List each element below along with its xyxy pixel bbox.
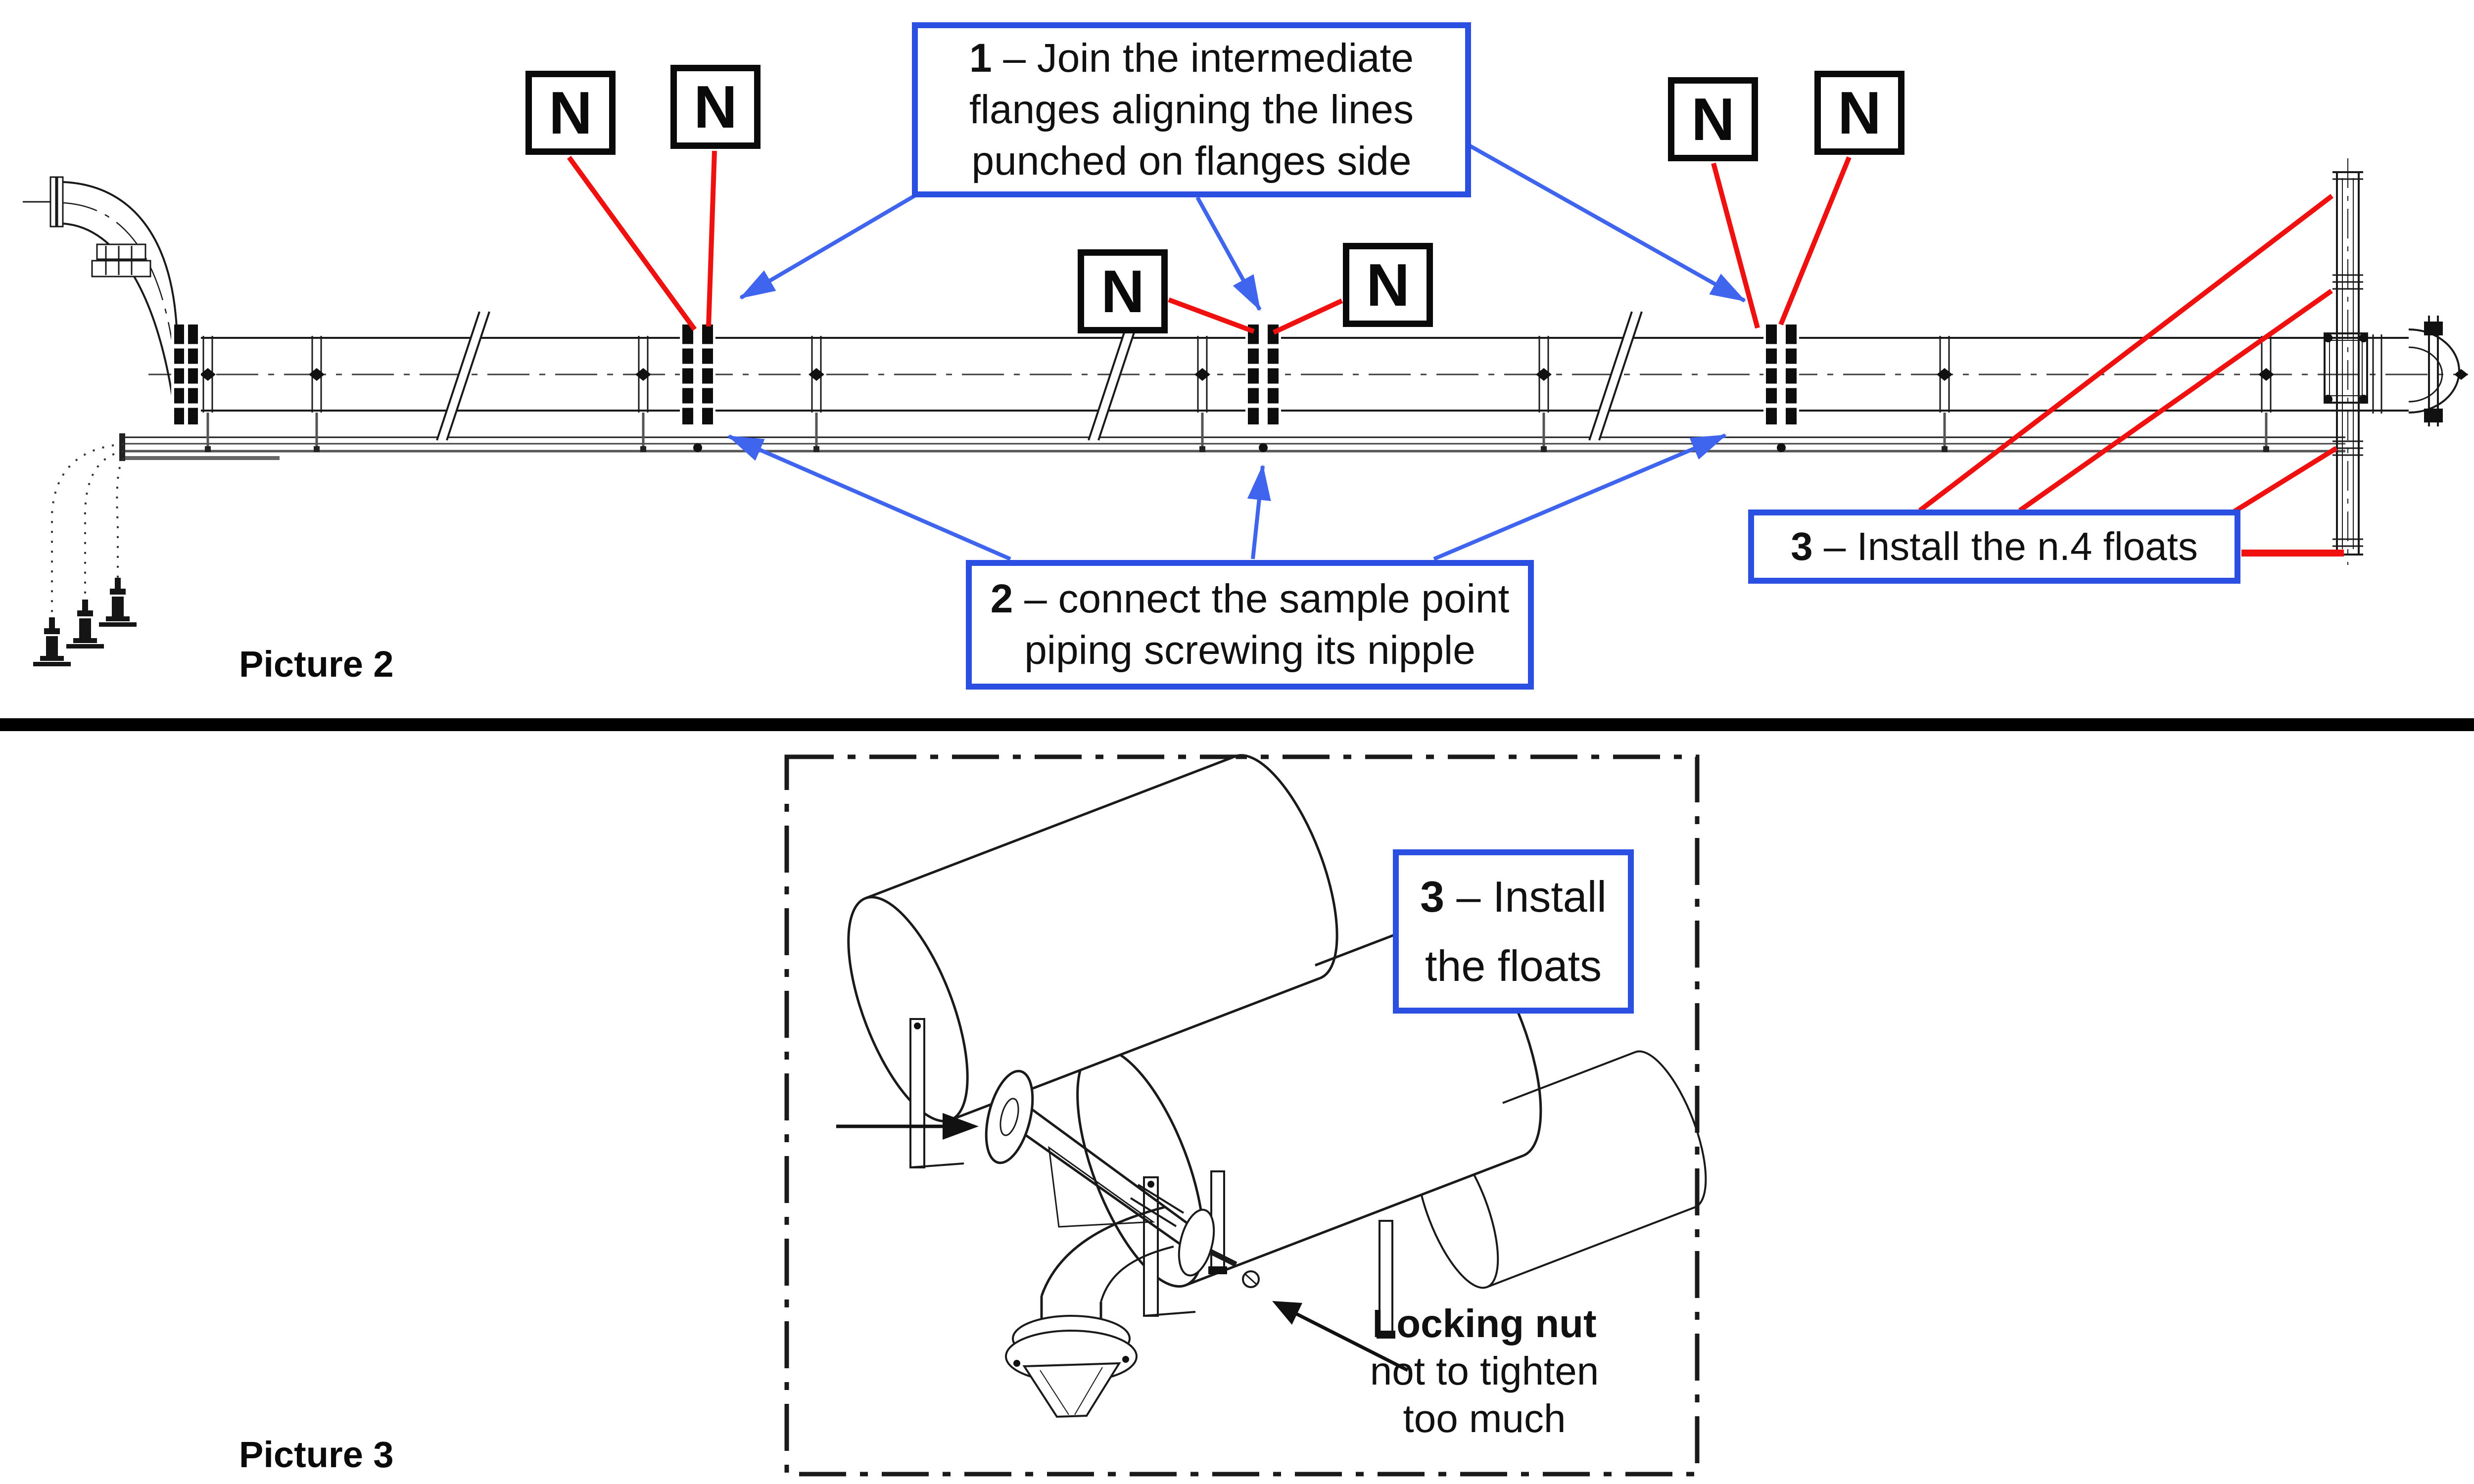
n-marker-label: N [1837, 79, 1882, 146]
step-text: – connect the sample point [1013, 576, 1510, 621]
callout-step1-line3: punched on flanges side [971, 139, 1412, 184]
n-marker-label: N [1691, 86, 1735, 153]
elbow-pipe-flange [171, 325, 201, 424]
n-marker-label: N [1100, 258, 1145, 325]
callout-step1-line2: flanges aligning the lines [969, 87, 1414, 132]
n-marker-6 [1814, 71, 1904, 155]
callout-step2-line2: piping screwing its nipple [1024, 628, 1475, 673]
n-marker-5 [1668, 77, 1758, 161]
n-marker-2 [670, 65, 761, 149]
float-column-drawing [2324, 158, 2381, 565]
red-leader-lines [569, 151, 2344, 553]
n-marker-3 [1078, 249, 1168, 333]
n-marker-4 [1343, 243, 1433, 327]
callout-step2-line1 [972, 573, 1528, 625]
n-marker-label: N [693, 73, 738, 140]
step-number: 1 [969, 36, 992, 81]
callout-install-floats-line2: the floats [1425, 941, 1602, 990]
step-text: – Install the n.4 floats [1812, 524, 2198, 568]
n-marker-1 [525, 71, 616, 155]
n-marker-label: N [1366, 251, 1410, 319]
locking-nut-line2: not to tighten [1370, 1349, 1599, 1393]
locking-nut-line3: too much [1403, 1396, 1566, 1440]
blue-leader-arrows [729, 146, 1745, 559]
callout-step1 [912, 22, 1471, 197]
step-text: – Install [1444, 872, 1607, 921]
callout-install-floats [1393, 849, 1634, 1014]
picture3-label: Picture 3 [239, 1434, 394, 1475]
locking-nut-title: Locking nut [1372, 1301, 1597, 1345]
callout-step3 [1748, 510, 2240, 584]
callout-step3-line1 [1754, 521, 2235, 572]
main-pipe-lines [148, 338, 2468, 411]
callout-step2 [966, 560, 1534, 690]
pipe-break-marks [437, 312, 1642, 440]
return-bend-drawing [2409, 316, 2468, 426]
callout-install-floats-line1 [1399, 862, 1628, 931]
step-number: 3 [1791, 524, 1813, 568]
step-text: – Join the intermediate [992, 36, 1414, 81]
section-divider [0, 718, 2474, 731]
n-marker-label: N [548, 79, 593, 146]
locking-nut-note [1356, 1300, 1613, 1442]
step-number: 3 [1420, 872, 1445, 921]
step-number: 2 [990, 576, 1013, 621]
picture2-label: Picture 2 [239, 644, 394, 685]
pipe-supports [200, 336, 2274, 452]
callout-step1-line1 [918, 33, 1465, 84]
sample-point-fittings [33, 444, 137, 666]
